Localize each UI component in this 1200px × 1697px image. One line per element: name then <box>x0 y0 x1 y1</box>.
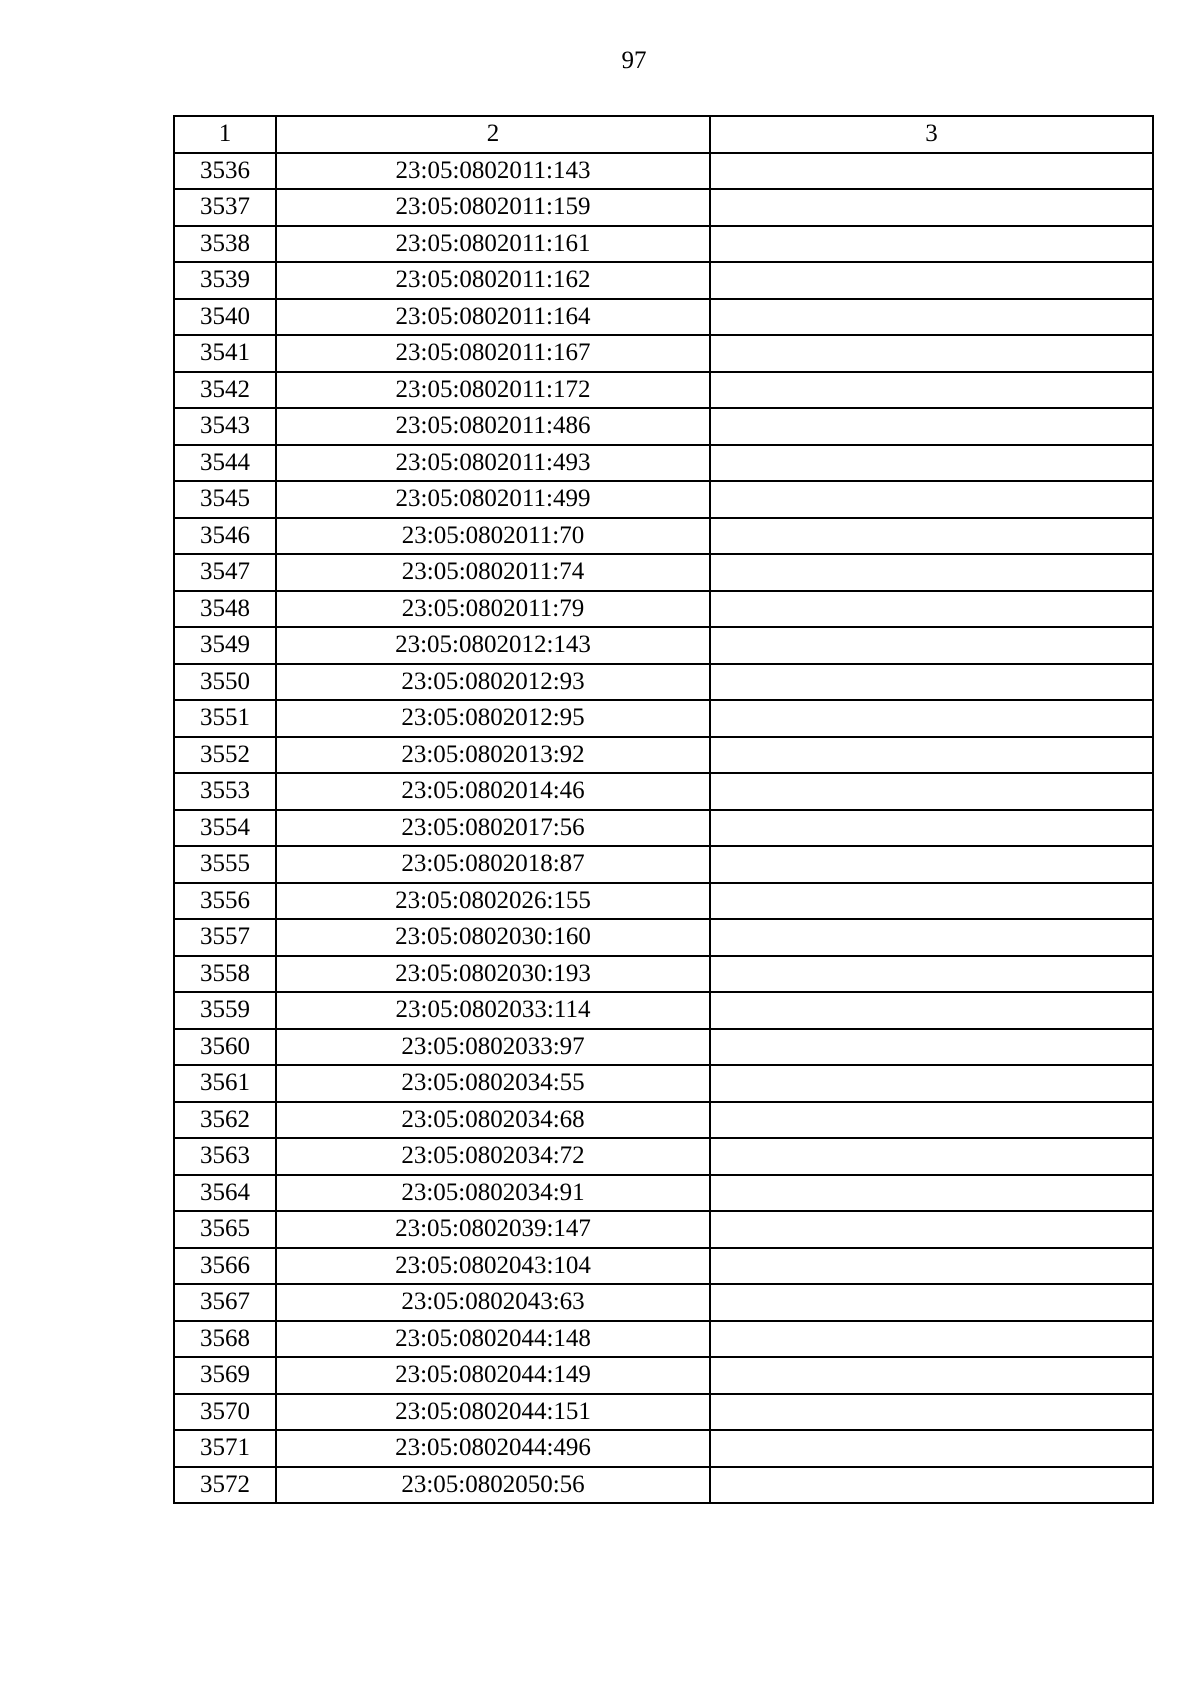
cadastral-number-cell: 23:05:0802033:114 <box>276 992 710 1029</box>
notes-cell <box>710 299 1153 336</box>
notes-cell <box>710 773 1153 810</box>
row-number-cell: 3557 <box>174 919 276 956</box>
notes-cell <box>710 700 1153 737</box>
row-number-cell: 3536 <box>174 153 276 190</box>
cadastral-number-cell: 23:05:0802044:149 <box>276 1357 710 1394</box>
cadastral-number-cell: 23:05:0802011:159 <box>276 189 710 226</box>
notes-cell <box>710 1102 1153 1139</box>
table-row <box>174 226 1153 263</box>
table-row <box>174 1175 1153 1212</box>
header-row <box>174 116 1153 153</box>
table-row <box>174 408 1153 445</box>
cadastral-number-cell: 23:05:0802026:155 <box>276 883 710 920</box>
notes-cell <box>710 1357 1153 1394</box>
row-number-cell: 3558 <box>174 956 276 993</box>
cadastral-number-cell: 23:05:0802011:164 <box>276 299 710 336</box>
row-number-cell: 3543 <box>174 408 276 445</box>
notes-cell <box>710 956 1153 993</box>
cadastral-number-cell: 23:05:0802050:56 <box>276 1467 710 1504</box>
cadastral-number-cell: 23:05:0802012:93 <box>276 664 710 701</box>
row-number-cell: 3568 <box>174 1321 276 1358</box>
table-row <box>174 1321 1153 1358</box>
cadastral-number-cell: 23:05:0802011:172 <box>276 372 710 409</box>
row-number-cell: 3564 <box>174 1175 276 1212</box>
notes-cell <box>710 153 1153 190</box>
row-number-cell: 3570 <box>174 1394 276 1431</box>
notes-cell <box>710 737 1153 774</box>
table-header <box>174 116 1153 153</box>
table-row <box>174 189 1153 226</box>
cadastral-number-cell: 23:05:0802014:46 <box>276 773 710 810</box>
row-number-cell: 3537 <box>174 189 276 226</box>
table-row <box>174 372 1153 409</box>
table-row <box>174 1430 1153 1467</box>
row-number-cell: 3556 <box>174 883 276 920</box>
cadastral-number-cell: 23:05:0802013:92 <box>276 737 710 774</box>
notes-cell <box>710 1394 1153 1431</box>
cadastral-number-cell: 23:05:0802033:97 <box>276 1029 710 1066</box>
row-number-cell: 3541 <box>174 335 276 372</box>
notes-cell <box>710 1430 1153 1467</box>
cadastral-number-cell: 23:05:0802030:193 <box>276 956 710 993</box>
table-row <box>174 591 1153 628</box>
row-number-cell: 3571 <box>174 1430 276 1467</box>
row-number-cell: 3565 <box>174 1211 276 1248</box>
row-number-cell: 3567 <box>174 1284 276 1321</box>
notes-cell <box>710 1467 1153 1504</box>
cadastral-number-cell: 23:05:0802034:72 <box>276 1138 710 1175</box>
table-row <box>174 262 1153 299</box>
table-row <box>174 299 1153 336</box>
table-row <box>174 1211 1153 1248</box>
row-number-cell: 3562 <box>174 1102 276 1139</box>
notes-cell <box>710 1138 1153 1175</box>
row-number-cell: 3559 <box>174 992 276 1029</box>
row-number-cell: 3545 <box>174 481 276 518</box>
table-row <box>174 737 1153 774</box>
notes-cell <box>710 1175 1153 1212</box>
notes-cell <box>710 992 1153 1029</box>
table-row <box>174 700 1153 737</box>
notes-cell <box>710 1321 1153 1358</box>
table-row <box>174 810 1153 847</box>
notes-cell <box>710 518 1153 555</box>
cadastral-number-cell: 23:05:0802039:147 <box>276 1211 710 1248</box>
cadastral-number-cell: 23:05:0802043:63 <box>276 1284 710 1321</box>
table-row <box>174 518 1153 555</box>
row-number-cell: 3548 <box>174 591 276 628</box>
cadastral-number-cell: 23:05:0802011:70 <box>276 518 710 555</box>
table-row <box>174 1357 1153 1394</box>
cadastral-number-cell: 23:05:0802043:104 <box>276 1248 710 1285</box>
notes-cell <box>710 846 1153 883</box>
notes-cell <box>710 554 1153 591</box>
notes-cell <box>710 445 1153 482</box>
table-row <box>174 1394 1153 1431</box>
row-number-cell: 3555 <box>174 846 276 883</box>
table-row <box>174 335 1153 372</box>
header-cell-1: 1 <box>174 116 276 153</box>
row-number-cell: 3561 <box>174 1065 276 1102</box>
row-number-cell: 3552 <box>174 737 276 774</box>
notes-cell <box>710 1284 1153 1321</box>
cadastral-number-cell: 23:05:0802044:151 <box>276 1394 710 1431</box>
notes-cell <box>710 810 1153 847</box>
cadastral-number-cell: 23:05:0802012:143 <box>276 627 710 664</box>
table-row <box>174 846 1153 883</box>
row-number-cell: 3546 <box>174 518 276 555</box>
notes-cell <box>710 1029 1153 1066</box>
row-number-cell: 3549 <box>174 627 276 664</box>
notes-cell <box>710 335 1153 372</box>
row-number-cell: 3553 <box>174 773 276 810</box>
notes-cell <box>710 226 1153 263</box>
row-number-cell: 3572 <box>174 1467 276 1504</box>
notes-cell <box>710 481 1153 518</box>
table-row <box>174 445 1153 482</box>
cadastral-number-cell: 23:05:0802011:143 <box>276 153 710 190</box>
cadastral-number-cell: 23:05:0802034:68 <box>276 1102 710 1139</box>
row-number-cell: 3566 <box>174 1248 276 1285</box>
row-number-cell: 3547 <box>174 554 276 591</box>
cadastral-number-cell: 23:05:0802011:162 <box>276 262 710 299</box>
cadastral-number-cell: 23:05:0802018:87 <box>276 846 710 883</box>
page-number: 97 <box>621 47 647 74</box>
header-cell-2: 2 <box>276 116 710 153</box>
row-number-cell: 3539 <box>174 262 276 299</box>
row-number-cell: 3563 <box>174 1138 276 1175</box>
row-number-cell: 3569 <box>174 1357 276 1394</box>
table-row <box>174 883 1153 920</box>
notes-cell <box>710 372 1153 409</box>
notes-cell <box>710 627 1153 664</box>
cadastral-number-table <box>173 115 1154 1504</box>
notes-cell <box>710 189 1153 226</box>
notes-cell <box>710 1065 1153 1102</box>
table-row <box>174 1065 1153 1102</box>
cadastral-number-cell: 23:05:0802011:161 <box>276 226 710 263</box>
row-number-cell: 3542 <box>174 372 276 409</box>
table-row <box>174 919 1153 956</box>
table-row <box>174 1138 1153 1175</box>
notes-cell <box>710 591 1153 628</box>
cadastral-number-cell: 23:05:0802011:486 <box>276 408 710 445</box>
table-row <box>174 1467 1153 1504</box>
row-number-cell: 3544 <box>174 445 276 482</box>
table-row <box>174 1102 1153 1139</box>
cadastral-number-cell: 23:05:0802011:499 <box>276 481 710 518</box>
table-row <box>174 481 1153 518</box>
row-number-cell: 3550 <box>174 664 276 701</box>
row-number-cell: 3540 <box>174 299 276 336</box>
notes-cell <box>710 262 1153 299</box>
notes-cell <box>710 1211 1153 1248</box>
cadastral-number-cell: 23:05:0802044:148 <box>276 1321 710 1358</box>
row-number-cell: 3551 <box>174 700 276 737</box>
cadastral-number-cell: 23:05:0802030:160 <box>276 919 710 956</box>
cadastral-number-cell: 23:05:0802011:79 <box>276 591 710 628</box>
table-body <box>174 153 1153 1504</box>
cadastral-number-cell: 23:05:0802011:493 <box>276 445 710 482</box>
cadastral-number-cell: 23:05:0802011:167 <box>276 335 710 372</box>
table-row <box>174 1248 1153 1285</box>
cadastral-number-cell: 23:05:0802034:55 <box>276 1065 710 1102</box>
cadastral-number-cell: 23:05:0802012:95 <box>276 700 710 737</box>
table-row <box>174 956 1153 993</box>
table-row <box>174 627 1153 664</box>
cadastral-number-cell: 23:05:0802017:56 <box>276 810 710 847</box>
cadastral-number-cell: 23:05:0802044:496 <box>276 1430 710 1467</box>
cadastral-number-cell: 23:05:0802034:91 <box>276 1175 710 1212</box>
table-row <box>174 664 1153 701</box>
table-row <box>174 992 1153 1029</box>
notes-cell <box>710 1248 1153 1285</box>
table-row <box>174 1029 1153 1066</box>
table-row <box>174 554 1153 591</box>
row-number-cell: 3554 <box>174 810 276 847</box>
notes-cell <box>710 919 1153 956</box>
cadastral-number-cell: 23:05:0802011:74 <box>276 554 710 591</box>
notes-cell <box>710 664 1153 701</box>
notes-cell <box>710 408 1153 445</box>
table-row <box>174 1284 1153 1321</box>
table-row <box>174 773 1153 810</box>
row-number-cell: 3538 <box>174 226 276 263</box>
header-cell-3: 3 <box>710 116 1153 153</box>
table-row <box>174 153 1153 190</box>
row-number-cell: 3560 <box>174 1029 276 1066</box>
notes-cell <box>710 883 1153 920</box>
